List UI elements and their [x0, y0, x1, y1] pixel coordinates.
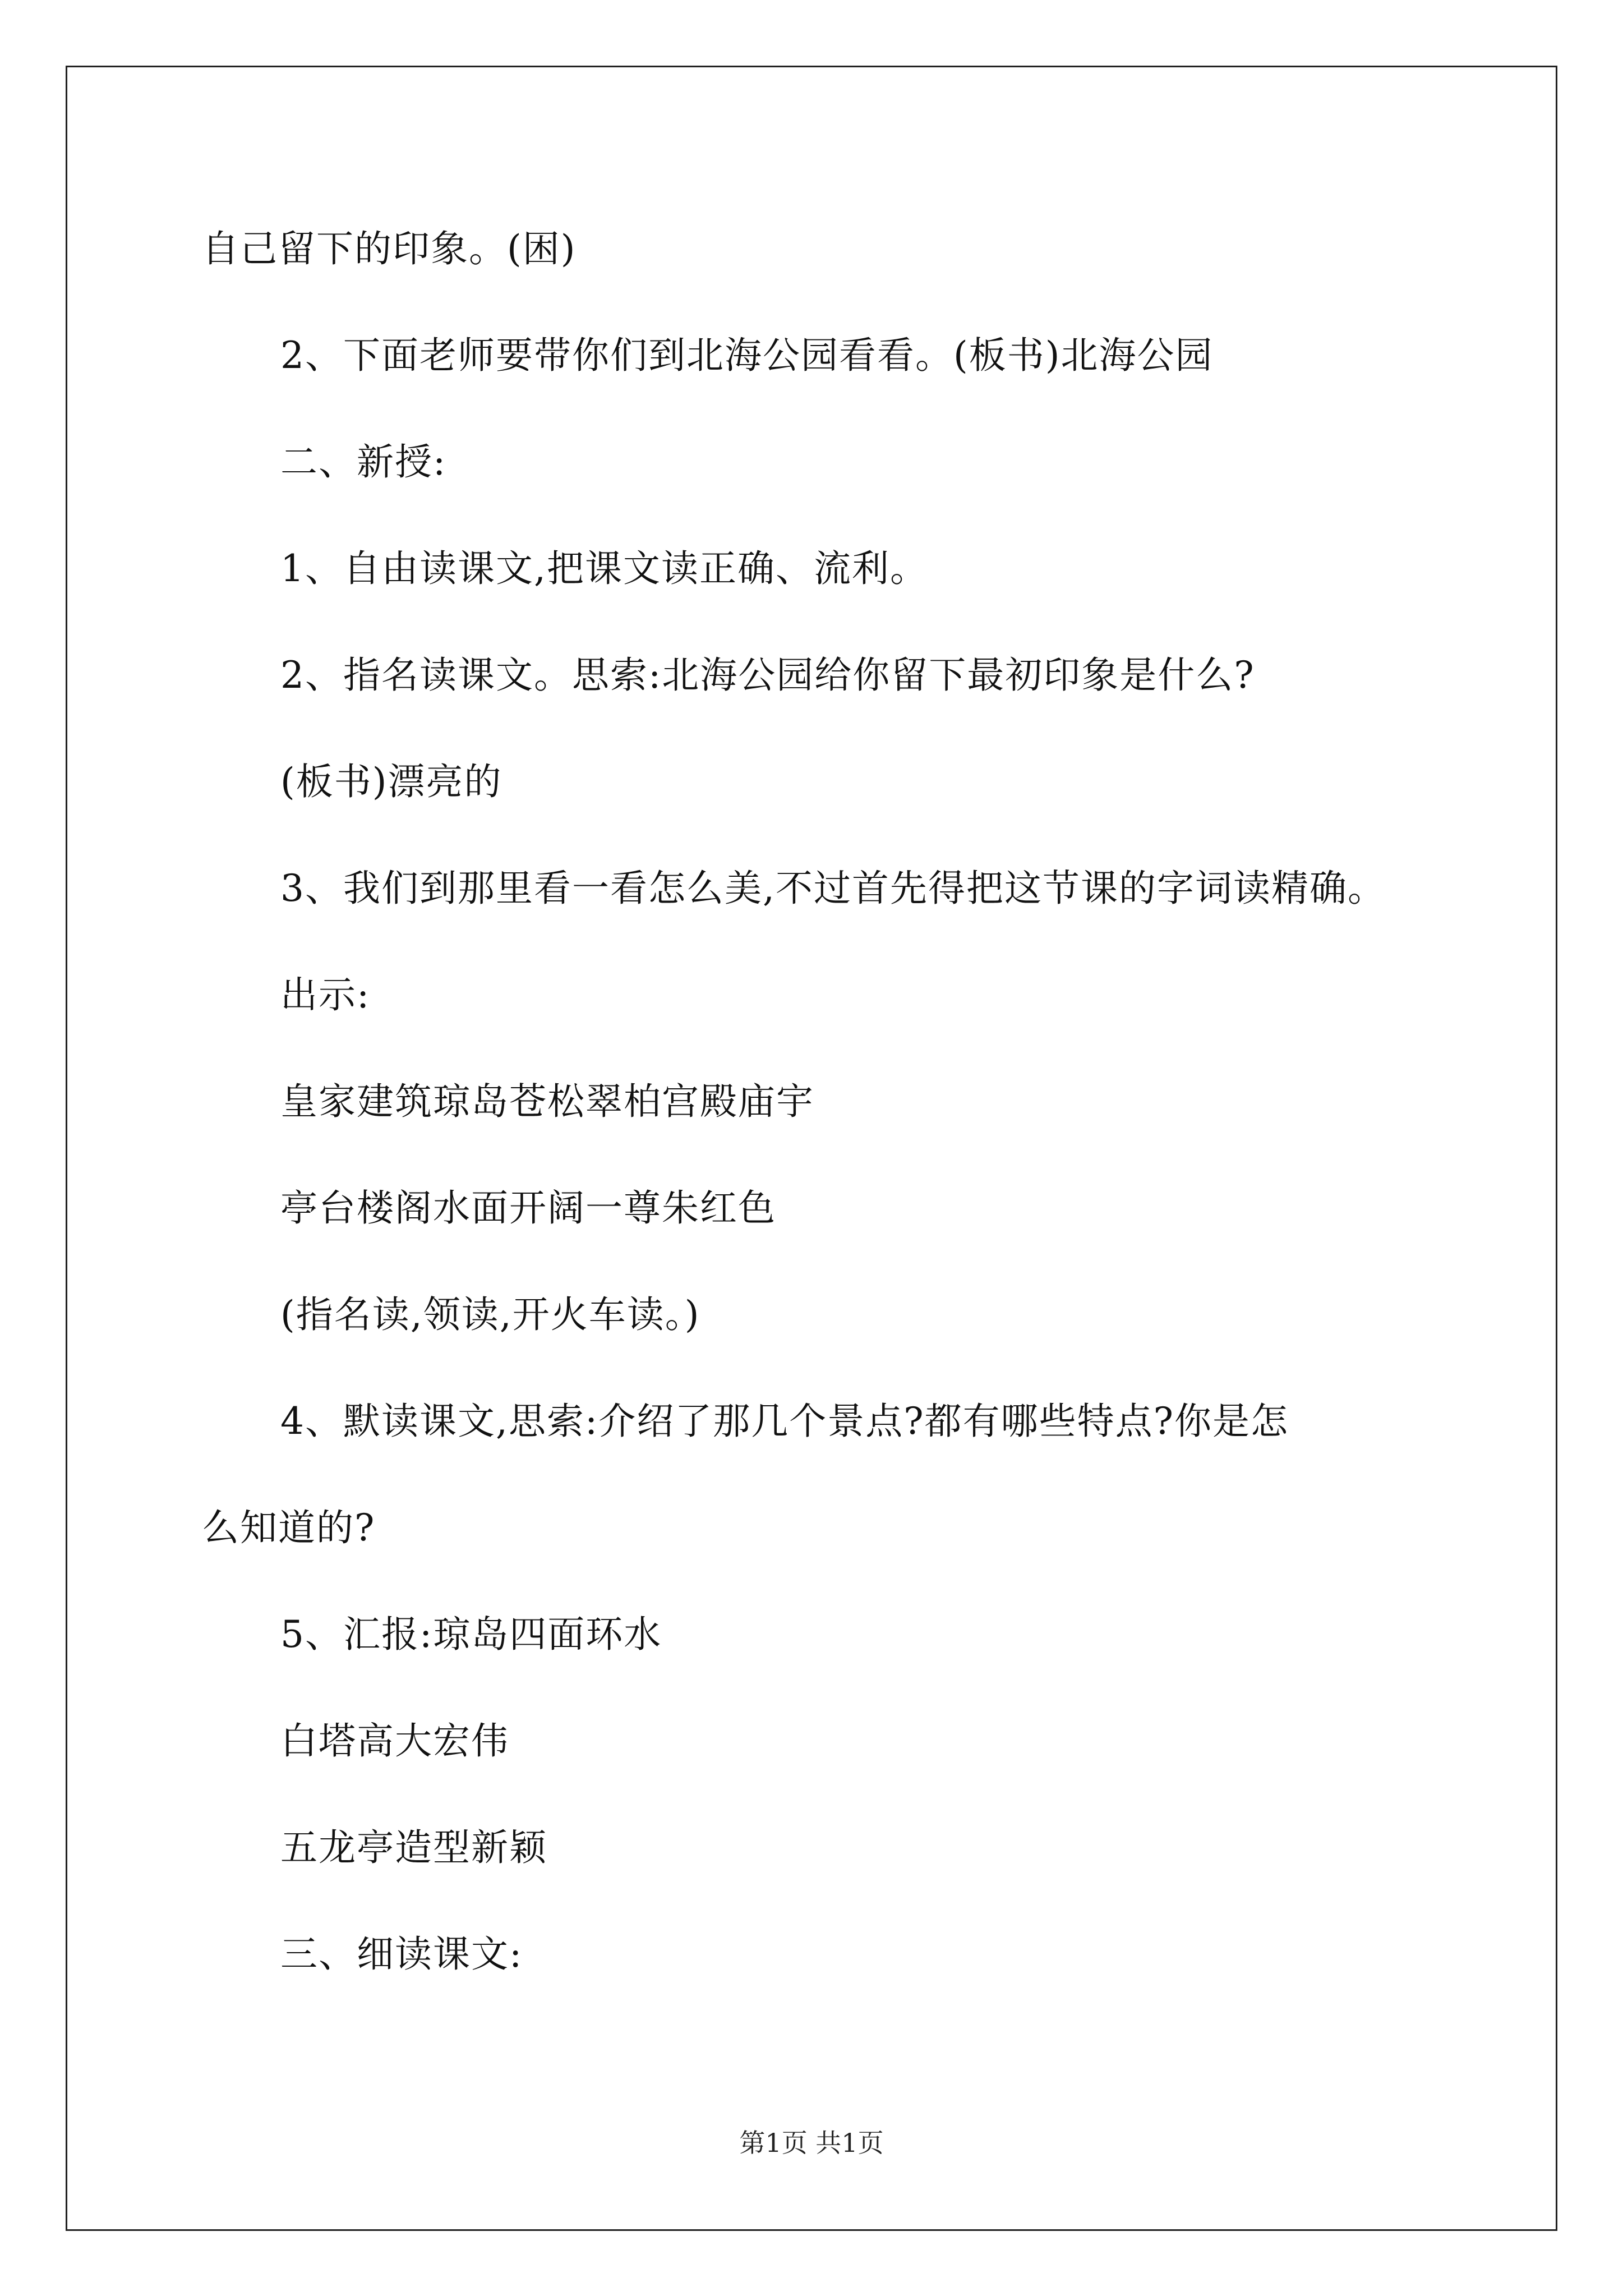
text-line-11: (指名读,领读,开火车读。) [280, 1293, 700, 1336]
section-heading-close-reading: 三、细读课文: [280, 1932, 523, 1976]
text-line-15: 白塔高大宏伟 [280, 1719, 509, 1763]
text-line-14: 5、汇报:琼岛四面环水 [280, 1613, 662, 1656]
text-line-8: 出示: [280, 973, 371, 1016]
page-border [66, 66, 1557, 2231]
section-heading-new-lesson: 二、新授: [280, 440, 447, 484]
text-line-7: 3、我们到那里看一看怎么美,不过首先得把这节课的字词读精确。 [280, 867, 1386, 910]
text-line-13: 么知道的? [202, 1506, 376, 1549]
text-line-16: 五龙亭造型新颖 [280, 1826, 547, 1869]
vocabulary-line-1: 皇家建筑琼岛苍松翠柏宫殿庙宇 [280, 1080, 814, 1123]
text-line-2: 2、下面老师要带你们到北海公园看看。(板书)北海公园 [280, 334, 1214, 377]
text-line-1: 自己留下的印象。(困) [202, 227, 577, 270]
text-line-6: (板书)漂亮的 [280, 760, 502, 803]
vocabulary-line-2: 亭台楼阁水面开阔一尊朱红色 [280, 1186, 776, 1230]
text-line-4: 1、自由读课文,把课文读正确、流利。 [280, 547, 928, 590]
text-line-5: 2、指名读课文。思索:北海公园给你留下最初印象是什么? [280, 654, 1255, 697]
page-number-footer: 第1页 共1页 [739, 2128, 884, 2158]
text-line-12: 4、默读课文,思索:介绍了那几个景点?都有哪些特点?你是怎 [280, 1400, 1289, 1443]
